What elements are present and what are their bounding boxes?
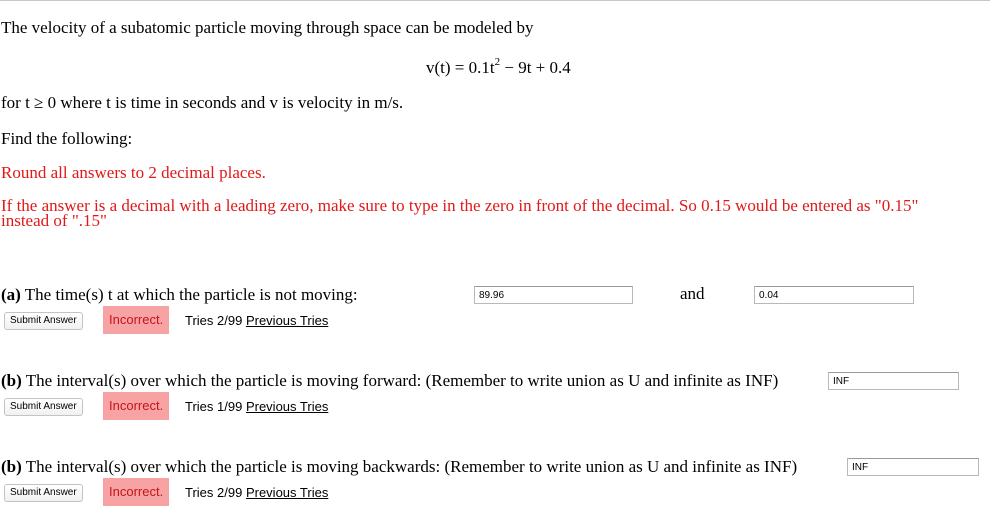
equation-lhs: v(t) = 0.1t [426, 58, 495, 77]
decimal-note-line-2: instead of ".15" [1, 211, 107, 230]
part-a-status-badge: Incorrect. [103, 306, 169, 334]
part-a-answer-1-input[interactable] [474, 286, 633, 304]
part-a-previous-tries-link[interactable]: Previous Tries [245, 313, 329, 328]
decimal-note [1, 198, 918, 228]
part-a-and-text: and [680, 284, 705, 303]
part-b-forward-question [1, 371, 778, 390]
part-b-backward-status-badge: Incorrect. [103, 478, 169, 506]
equation-exponent: 2 [494, 56, 501, 69]
part-b-forward-previous-tries-link[interactable]: Previous Tries [245, 399, 329, 414]
intro-line: The velocity of a subatomic particle moving through space can be modeled by [1, 18, 534, 37]
part-a-submit-button[interactable]: Submit Answer [4, 312, 83, 330]
part-b-backward-prefix: (b) [1, 457, 22, 476]
equation-rhs: − 9t + 0.4 [500, 58, 571, 77]
part-b-forward-submit-button[interactable]: Submit Answer [4, 398, 83, 416]
part-a-answer-2-input[interactable] [754, 286, 914, 304]
find-heading: Find the following: [1, 129, 133, 148]
part-b-backward-label: The interval(s) over which the particle is moving backwards: (Remember to write union as U and infinite as INF) [21, 457, 798, 476]
part-b-backward-question [1, 457, 797, 476]
part-b-backward-previous-tries-link[interactable]: Previous Tries [245, 485, 329, 500]
part-b-forward-tries-count: Tries 1/99 [185, 399, 243, 414]
part-b-forward-prefix: (b) [1, 371, 22, 390]
part-a-label: The time(s) t at which the particle is not moving: [20, 285, 358, 304]
top-divider [0, 0, 990, 1]
velocity-equation [426, 58, 571, 77]
part-b-forward-answer-input[interactable] [828, 372, 959, 390]
part-b-forward-tries [185, 399, 328, 415]
part-a-question [1, 285, 358, 304]
part-a-tries [185, 313, 328, 329]
part-b-forward-label: The interval(s) over which the particle is moving forward: (Remember to write union as U and infinite as INF) [21, 371, 779, 390]
part-b-backward-tries-count: Tries 2/99 [185, 485, 243, 500]
part-b-backward-submit-button[interactable]: Submit Answer [4, 484, 83, 502]
round-note: Round all answers to 2 decimal places. [1, 163, 266, 182]
part-a-tries-count: Tries 2/99 [185, 313, 243, 328]
part-b-backward-tries [185, 485, 328, 501]
part-b-forward-status-badge: Incorrect. [103, 392, 169, 420]
part-a-prefix: (a) [1, 285, 21, 304]
decimal-note-line-1: If the answer is a decimal with a leading zero, make sure to type in the zero in front of the decimal. So 0.15 would be entered as "0.15" [1, 196, 919, 215]
domain-text: for t ≥ 0 where t is time in seconds and v is velocity in m/s. [1, 93, 404, 112]
part-b-backward-answer-input[interactable] [847, 458, 979, 476]
